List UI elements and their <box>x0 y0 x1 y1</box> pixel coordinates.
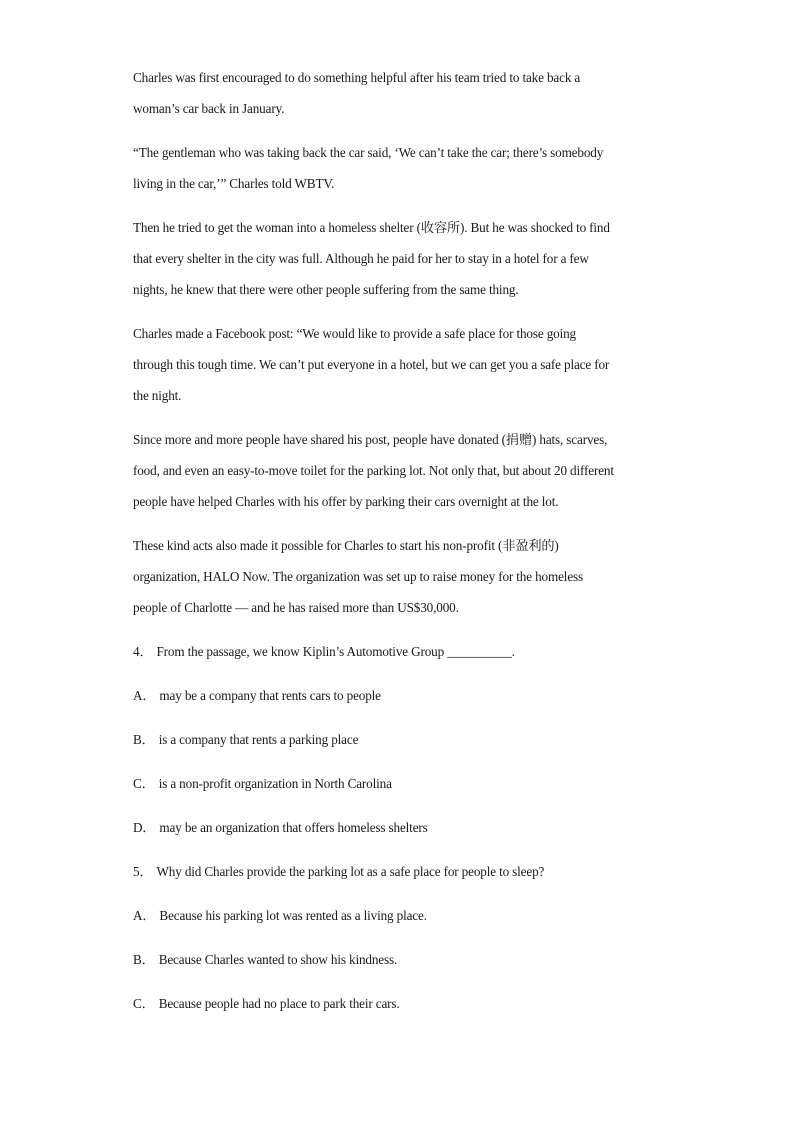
option-letter: C． <box>133 776 155 791</box>
text-line: people of Charlotte — and he has raised more than US$30,000. <box>133 600 459 615</box>
text-line: that every shelter in the city was full. Although he paid for her to stay in a hotel for a few <box>133 251 589 266</box>
text-line: nights, he knew that there were other people suffering from the same thing. <box>133 282 519 297</box>
option-letter: D． <box>133 820 156 835</box>
text-line: These kind acts also made it possible for Charles to start his non-profit (非盈利的) <box>133 538 559 553</box>
text-line: Charles made a Facebook post: “We would like to provide a safe place for those going <box>133 326 576 341</box>
option-text: Because people had no place to park their cars. <box>158 996 400 1011</box>
text-line: Charles was first encouraged to do something helpful after his team tried to take back a <box>133 70 581 85</box>
text-line: people have helped Charles with his offer by parking their cars overnight at the lot. <box>133 494 559 509</box>
text-line: woman’s car back in January. <box>133 101 285 116</box>
option-text: is a company that rents a parking place <box>158 732 359 747</box>
option-letter: B． <box>133 952 155 967</box>
option-letter: B． <box>133 732 155 747</box>
question-5-option-b <box>133 944 668 975</box>
option-letter: A． <box>133 688 156 703</box>
question-number: 4． <box>133 644 153 659</box>
paragraph-6 <box>133 530 668 623</box>
question-4-option-a <box>133 680 668 711</box>
question-5-option-a <box>133 900 668 931</box>
question-text: From the passage, we know Kiplin’s Automotive Group __________. <box>156 644 515 659</box>
question-4-option-b <box>133 724 668 755</box>
text-line: Since more and more people have shared his post, people have donated (捐赠) hats, scarves, <box>133 432 608 447</box>
text-line: living in the car,’” Charles told WBTV. <box>133 176 335 191</box>
option-letter: A． <box>133 908 156 923</box>
question-4-option-c <box>133 768 668 799</box>
document-page <box>133 62 668 1032</box>
paragraph-4 <box>133 318 668 411</box>
question-5-option-c <box>133 988 668 1019</box>
paragraph-1 <box>133 62 668 124</box>
option-letter: C． <box>133 996 155 1011</box>
paragraph-3 <box>133 212 668 305</box>
text-line: “The gentleman who was taking back the car said, ‘We can’t take the car; there’s somebody <box>133 145 604 160</box>
text-line: Then he tried to get the woman into a homeless shelter (收容所). But he was shocked to find <box>133 220 610 235</box>
question-text: Why did Charles provide the parking lot as a safe place for people to sleep? <box>156 864 545 879</box>
text-line: food, and even an easy-to-move toilet for the parking lot. Not only that, but about 20 different <box>133 463 614 478</box>
option-text: may be a company that rents cars to people <box>159 688 381 703</box>
text-line: the night. <box>133 388 182 403</box>
question-number: 5． <box>133 864 153 879</box>
paragraph-5 <box>133 424 668 517</box>
question-4 <box>133 636 668 667</box>
option-text: Because his parking lot was rented as a living place. <box>159 908 427 923</box>
option-text: may be an organization that offers homeless shelters <box>159 820 428 835</box>
option-text: Because Charles wanted to show his kindness. <box>158 952 398 967</box>
question-5 <box>133 856 668 887</box>
text-line: organization, HALO Now. The organization was set up to raise money for the homeless <box>133 569 583 584</box>
paragraph-2 <box>133 137 668 199</box>
text-line: through this tough time. We can’t put everyone in a hotel, but we can get you a safe place for <box>133 357 610 372</box>
option-text: is a non-profit organization in North Carolina <box>158 776 392 791</box>
question-4-option-d <box>133 812 668 843</box>
